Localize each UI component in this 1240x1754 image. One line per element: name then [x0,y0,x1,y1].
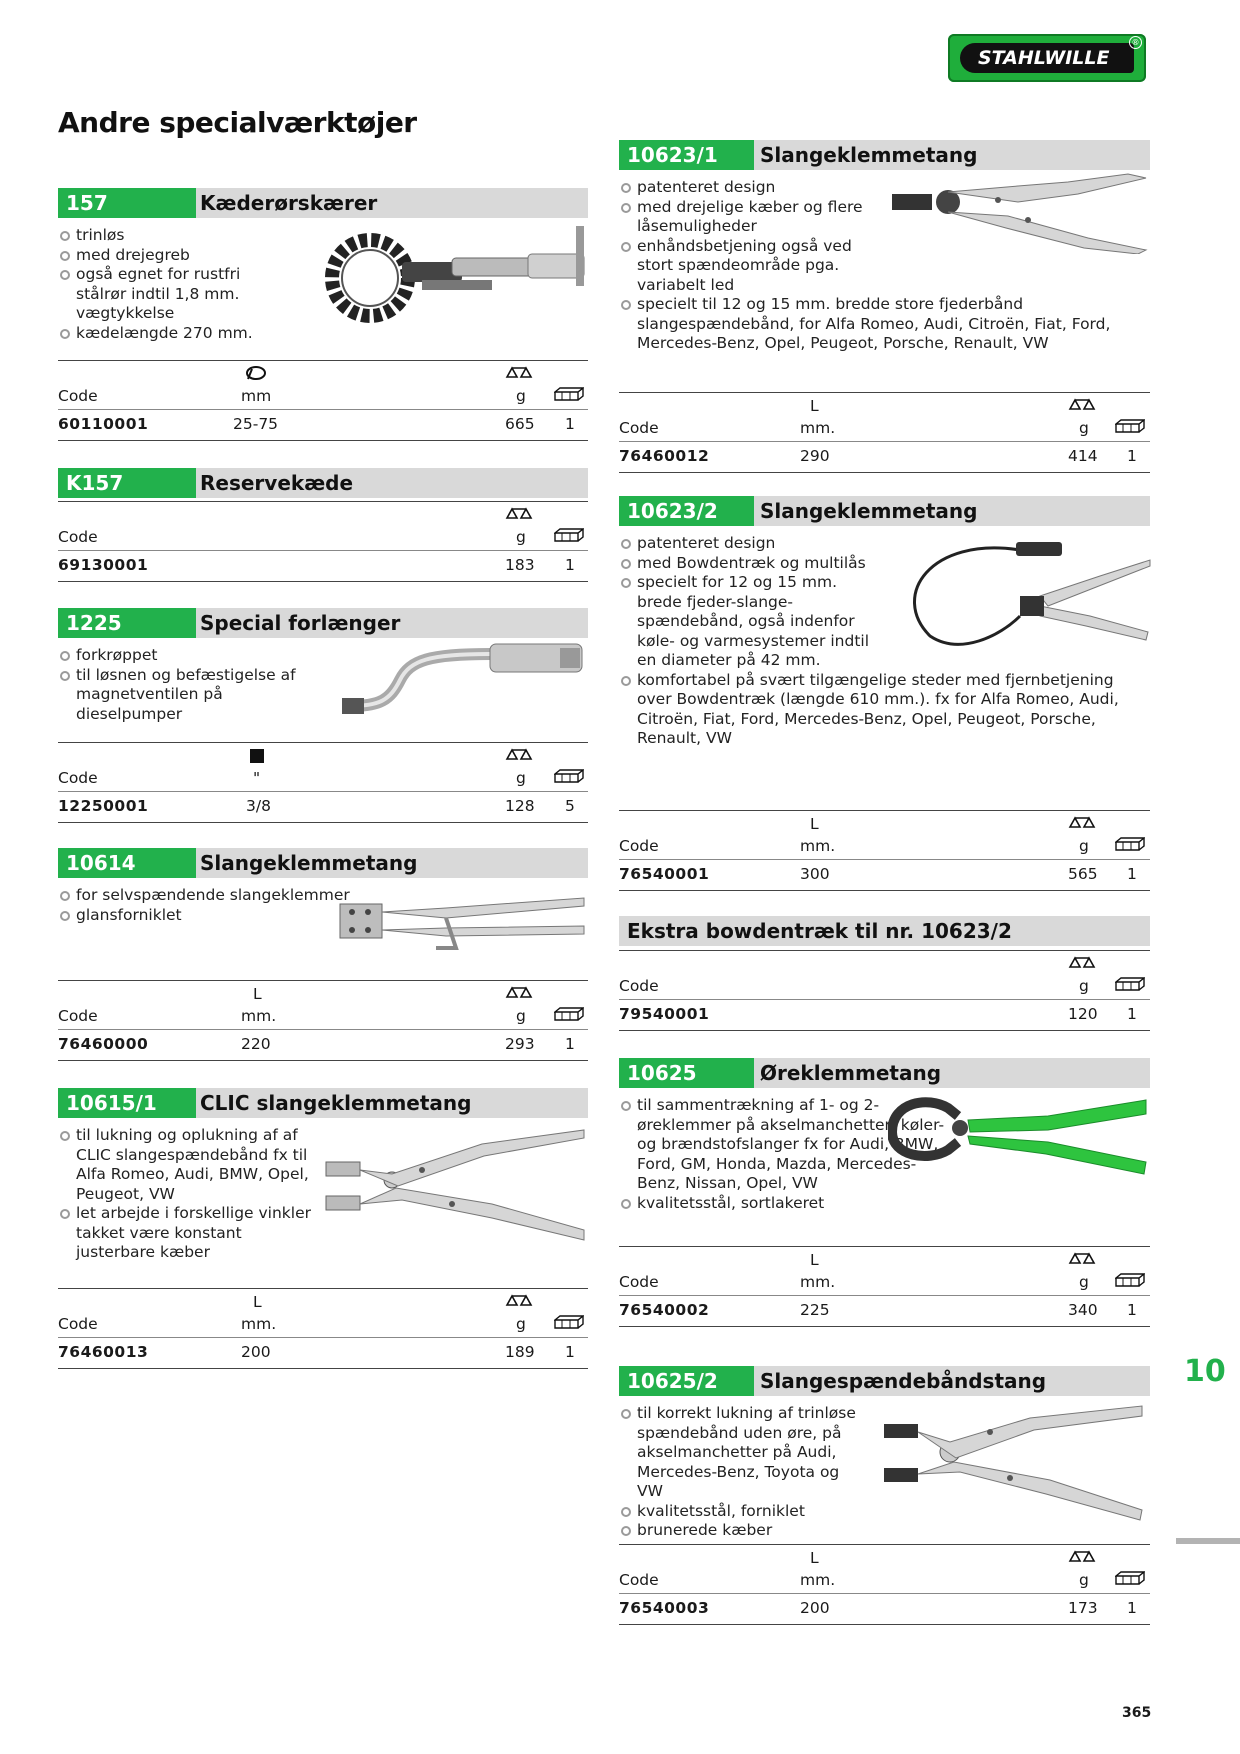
unit-length: L [810,397,819,415]
feature-item: specielt til 12 og 15 mm. bredde store fjederbånd slangespændebånd, for Alfa Romeo, Audi, Citroën, Fiat, Ford, Mercedes-Benz, Opel, Peugeot, Porsche, Renault, VW [619,295,1149,354]
length-value: 290 [800,447,830,465]
code-label: Code [58,769,98,787]
unit-length: L [810,1549,819,1567]
length-value: 220 [241,1035,271,1053]
package-icon [554,387,584,401]
article-name: Øreklemmetang [760,1061,942,1085]
weight-value: 293 [505,1035,535,1053]
pack-value: 1 [1127,1599,1137,1617]
table-header [58,980,588,1030]
article-number: 10625/2 [619,1366,754,1396]
section-header [619,140,1150,170]
feature-item: kædelængde 270 mm. [58,324,288,344]
weight-icon [1068,815,1096,829]
feature-item: let arbejde i forskellige vinkler takket være konstant justerbare kæber [58,1204,318,1263]
unit-g: g [1079,977,1089,995]
weight-icon [505,365,533,379]
weight-icon [1068,1251,1096,1265]
pack-value: 1 [1127,1005,1137,1023]
weight-icon [505,1293,533,1307]
article-number: 10614 [58,848,196,878]
weight-icon [1068,955,1096,969]
section-header [58,188,588,218]
feature-item: til løsnen og befæstigelse af magnetventilen på dieselpumper [58,666,318,725]
unit-g: g [516,528,526,546]
article-number: 10615/1 [58,1088,196,1118]
article-number: 157 [58,188,196,218]
feature-item: komfortabel på svært tilgængelige steder med fjernbetjening over Bowdentræk (længde 610 mm.). fx for Alfa Romeo, Audi, Citroën, Fiat, Ford, Mercedes-Benz, Opel, Peugeot, Porsche, Renault, VW [619,671,1149,749]
length-value: 200 [800,1599,830,1617]
unit-g: g [516,387,526,405]
length-value: 300 [800,865,830,883]
article-name: Reservekæde [200,471,354,495]
pack-value: 1 [565,1035,575,1053]
weight-icon [1068,397,1096,411]
weight-value: 189 [505,1343,535,1361]
weight-value: 665 [505,415,535,433]
package-icon [554,769,584,783]
code-label: Code [619,837,659,855]
article-number: 1225 [58,608,196,638]
unit-mm: mm. [800,1571,836,1589]
feature-list [58,646,318,724]
feature-list [58,226,288,343]
table-header [58,360,588,410]
article-code: 76460013 [58,1343,149,1361]
table-row [58,408,588,441]
code-label: Code [619,1273,659,1291]
unit-mm: mm. [800,419,836,437]
feature-list [619,1404,859,1541]
section-header [58,608,588,638]
table-row [619,1294,1150,1327]
feature-item: glansforniklet [58,906,358,926]
article-number: 10623/1 [619,140,754,170]
registered-mark: ® [1129,36,1142,49]
article-number: 10625 [619,1058,754,1088]
package-icon [1115,1571,1145,1585]
feature-item: med Bowdentræk og multilås [619,554,877,574]
weight-value: 340 [1068,1301,1098,1319]
table-row [58,790,588,823]
article-code: 76540003 [619,1599,710,1617]
article-name: Slangeklemmetang [760,143,978,167]
weight-icon [1068,1549,1096,1563]
section-header [619,916,1150,946]
weight-value: 414 [1068,447,1098,465]
weight-value: 565 [1068,865,1098,883]
article-name: Slangeklemmetang [200,851,418,875]
chapter-tab-bar [1176,1538,1240,1544]
feature-list [58,1126,318,1263]
article-code: 76540001 [619,865,710,883]
table-row [619,858,1150,891]
package-icon [1115,977,1145,991]
article-code: 79540001 [619,1005,710,1023]
article-code: 12250001 [58,797,149,815]
length-value: 225 [800,1301,830,1319]
unit-length: L [253,985,262,1003]
article-name: Slangespændebåndstang [760,1369,1047,1393]
feature-item: med drejegreb [58,246,288,266]
pack-value: 5 [565,797,575,815]
feature-item: trinløs [58,226,288,246]
feature-item: for selvspændende slangeklemmer [58,886,358,906]
article-code: 60110001 [58,415,149,433]
feature-item: specielt for 12 og 15 mm. brede fjeder-slange-spændebånd, også indenfor køle- og varmesystemer indtil en diameter på 42 mm. [619,573,877,671]
feature-item: enhåndsbetjening også ved stort spændeområde pga. variabelt led [619,237,877,296]
package-icon [1115,837,1145,851]
unit-inch: " [253,769,261,787]
section-header [58,1088,588,1118]
pack-value: 1 [565,556,575,574]
article-code: 76540002 [619,1301,710,1319]
feature-list [58,886,358,925]
size-value: 25-75 [233,415,279,433]
table-row [58,549,588,582]
weight-value: 128 [505,797,535,815]
hose-clamp-pliers-image [336,890,588,962]
feature-item: forkrøppet [58,646,318,666]
table-header [619,1246,1150,1296]
article-name: Kæderørskærer [200,191,378,215]
page-title: Andre specialværktøjer [58,106,417,139]
unit-g: g [516,1007,526,1025]
stahlwille-logo [948,34,1146,82]
feature-item: brunerede kæber [619,1521,859,1541]
package-icon [1115,1273,1145,1287]
article-code: 76460000 [58,1035,149,1053]
weight-icon [505,985,533,999]
square-drive-icon [250,749,264,763]
code-label: Code [619,977,659,995]
unit-length: L [810,1251,819,1269]
code-label: Code [58,1315,98,1333]
article-name: Special forlænger [200,611,401,635]
weight-value: 120 [1068,1005,1098,1023]
pack-value: 1 [565,1343,575,1361]
package-icon [1115,419,1145,433]
article-name: CLIC slangeklemmetang [200,1091,472,1115]
unit-mm: mm. [241,1007,277,1025]
pack-value: 1 [1127,865,1137,883]
unit-g: g [1079,1571,1089,1589]
weight-value: 173 [1068,1599,1098,1617]
section-extra-bowden [619,916,1150,946]
feature-item: til korrekt lukning af trinløse spændebånd uden øre, på akselmanchetter på Audi, Mercedes-Benz, Toyota og VW [619,1404,859,1502]
weight-icon [505,506,533,520]
package-icon [554,1315,584,1329]
unit-g: g [1079,837,1089,855]
section-header [58,848,588,878]
bowden-pliers-image [890,536,1152,650]
pack-value: 1 [1127,447,1137,465]
article-name: Ekstra bowdentræk til nr. 10623/2 [627,919,1012,943]
unit-g: g [1079,419,1089,437]
length-value: 200 [241,1343,271,1361]
article-number: 10623/2 [619,496,754,526]
chain-pipe-cutter-image [322,222,588,334]
unit-mm: mm. [800,837,836,855]
article-number: K157 [58,468,196,498]
code-label: Code [619,419,659,437]
package-icon [554,1007,584,1021]
table-header [619,392,1150,442]
table-header [619,950,1150,1000]
page-number: 365 [1122,1705,1152,1721]
logo-text: STAHLWILLE [960,43,1134,73]
section-header [58,468,588,498]
unit-g: g [516,1315,526,1333]
feature-item: til sammentrækning af 1- og 2-øreklemmer på akselmanchetter, køler- og brændstofslanger fx for Audi, BMW, Ford, GM, Honda, Mazda, Mercedes-Benz, Nissan, Opel, VW [619,1096,949,1194]
feature-item: kvalitetsstål, sortlakeret [619,1194,949,1214]
table-header [619,810,1150,860]
package-icon [554,528,584,542]
section-header [619,1366,1150,1396]
clamp-band-pliers-image [880,1402,1150,1522]
table-row [619,440,1150,473]
article-name: Slangeklemmetang [760,499,978,523]
table-header [58,1288,588,1338]
unit-mm: mm [241,387,272,405]
chapter-number: 10 [1184,1354,1226,1389]
table-header [58,742,588,792]
code-label: Code [58,387,98,405]
table-header [619,1544,1150,1594]
ear-clamp-pliers-image [888,1092,1150,1176]
hose-clamp-pliers-10623-1-image [888,172,1150,254]
pipe-diameter-icon [244,365,268,383]
feature-item: med drejelige kæber og flere låsemuligheder [619,198,867,237]
unit-length: L [810,815,819,833]
weight-value: 183 [505,556,535,574]
section-k157 [58,468,588,498]
feature-item: patenteret design [619,178,877,198]
article-code: 69130001 [58,556,149,574]
unit-mm: mm. [241,1315,277,1333]
table-row [619,1592,1150,1625]
pack-value: 1 [565,415,575,433]
unit-g: g [1079,1273,1089,1291]
code-label: Code [58,528,98,546]
feature-item: kvalitetsstål, forniklet [619,1502,859,1522]
article-code: 76460012 [619,447,710,465]
size-value: 3/8 [246,797,271,815]
table-row [58,1028,588,1061]
weight-icon [505,747,533,761]
section-header [619,1058,1150,1088]
section-header [619,496,1150,526]
unit-g: g [516,769,526,787]
table-row [58,1336,588,1369]
unit-length: L [253,1293,262,1311]
feature-item: også egnet for rustfri stålrør indtil 1,8 mm. vægtykkelse [58,265,288,324]
feature-item: patenteret design [619,534,877,554]
code-label: Code [619,1571,659,1589]
unit-mm: mm. [800,1273,836,1291]
table-header [58,501,588,551]
extension-bar-image [340,640,588,720]
code-label: Code [58,1007,98,1025]
clic-pliers-image [322,1124,588,1254]
table-row [619,998,1150,1031]
pack-value: 1 [1127,1301,1137,1319]
feature-item: til lukning og oplukning af af CLIC slangespændebånd fx til Alfa Romeo, Audi, BMW, Opel, Peugeot, VW [58,1126,318,1204]
